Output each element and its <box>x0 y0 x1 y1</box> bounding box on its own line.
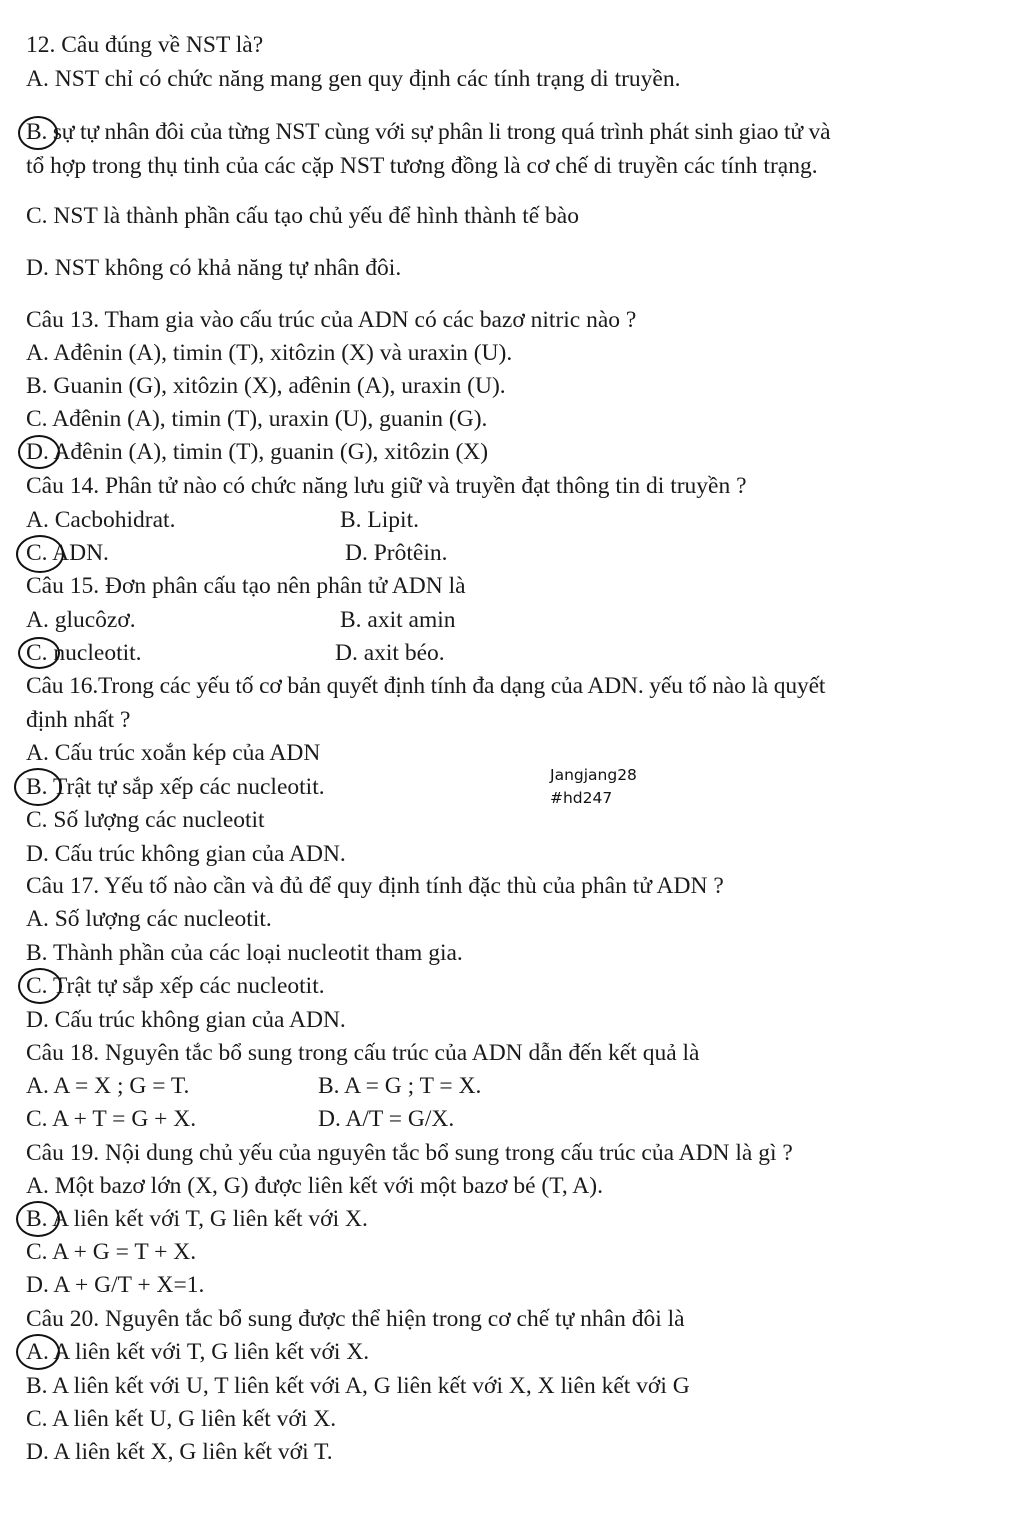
watermark-hashtag: #hd247 <box>550 789 613 807</box>
q12-option-b: B. sự tự nhân đôi của từng NST cùng với sự phân li trong quá trình phát sinh giao tử và <box>26 119 831 145</box>
q15-title: Câu 15. Đơn phân cấu tạo nên phân tử ADN là <box>26 573 466 599</box>
q16-option-d: D. Cấu trúc không gian của ADN. <box>26 841 346 867</box>
q13-option-b: B. Guanin (G), xitôzin (X), ađênin (A), uraxin (U). <box>26 373 506 399</box>
q18-option-c: C. A + T = G + X. <box>26 1106 197 1132</box>
q19-option-d: D. A + G/T + X=1. <box>26 1272 205 1298</box>
q18-option-a: A. A = X ; G = T. <box>26 1073 190 1099</box>
q17-option-d: D. Cấu trúc không gian của ADN. <box>26 1007 346 1033</box>
q14-title: Câu 14. Phân tử nào có chức năng lưu giữ và truyền đạt thông tin di truyền ? <box>26 473 747 499</box>
q12-option-b-continued: tổ hợp trong thụ tinh của các cặp NST tương đồng là cơ chế di truyền các tính trạng. <box>26 153 818 179</box>
q16-option-c: C. Số lượng các nucleotit <box>26 807 265 833</box>
q17-title: Câu 17. Yếu tố nào cần và đủ để quy định tính đặc thù của phân tử ADN ? <box>26 873 724 899</box>
q19-option-b: B. A liên kết với T, G liên kết với X. <box>26 1206 368 1232</box>
q15-option-b: B. axit amin <box>340 607 456 633</box>
q14-option-b: B. Lipit. <box>340 507 419 533</box>
q16-title: Câu 16.Trong các yếu tố cơ bản quyết định tính đa dạng của ADN. yếu tố nào là quyết <box>26 673 826 699</box>
q19-option-a: A. Một bazơ lớn (X, G) được liên kết với một bazơ bé (T, A). <box>26 1173 603 1199</box>
q18-title: Câu 18. Nguyên tắc bổ sung trong cấu trúc của ADN dẫn đến kết quả là <box>26 1040 700 1066</box>
q12-option-c: C. NST là thành phần cấu tạo chủ yếu để hình thành tế bào <box>26 203 579 229</box>
q20-option-a: A. A liên kết với T, G liên kết với X. <box>26 1339 370 1365</box>
q16-title-continued: định nhất ? <box>26 707 131 733</box>
q16-option-a: A. Cấu trúc xoắn kép của ADN <box>26 740 321 766</box>
q15-option-d: D. axit béo. <box>335 640 445 666</box>
q20-option-b: B. A liên kết với U, T liên kết với A, G liên kết với X, X liên kết với G <box>26 1373 690 1399</box>
q19-title: Câu 19. Nội dung chủ yếu của nguyên tắc bổ sung trong cấu trúc của ADN là gì ? <box>26 1140 793 1166</box>
q13-option-a: A. Ađênin (A), timin (T), xitôzin (X) và uraxin (U). <box>26 340 513 366</box>
q17-option-c: C. Trật tự sắp xếp các nucleotit. <box>26 973 325 999</box>
q15-option-c: C. nucleotit. <box>26 640 142 666</box>
q12-option-d: D. NST không có khả năng tự nhân đôi. <box>26 255 402 281</box>
q18-option-b: B. A = G ; T = X. <box>318 1073 482 1099</box>
q13-option-c: C. Ađênin (A), timin (T), uraxin (U), guanin (G). <box>26 406 488 432</box>
q17-option-a: A. Số lượng các nucleotit. <box>26 906 272 932</box>
q15-option-a: A. glucôzơ. <box>26 607 136 633</box>
q20-option-c: C. A liên kết U, G liên kết với X. <box>26 1406 337 1432</box>
q16-option-b: B. Trật tự sắp xếp các nucleotit. <box>26 774 325 800</box>
watermark-username: Jangjang28 <box>550 766 637 784</box>
q19-option-c: C. A + G = T + X. <box>26 1239 197 1265</box>
q20-option-d: D. A liên kết X, G liên kết với T. <box>26 1439 333 1465</box>
q14-option-c: C. ADN. <box>26 540 109 566</box>
q20-title: Câu 20. Nguyên tắc bổ sung được thể hiện trong cơ chế tự nhân đôi là <box>26 1306 685 1332</box>
q12-title: 12. Câu đúng về NST là? <box>26 32 264 58</box>
q14-option-a: A. Cacbohidrat. <box>26 507 176 533</box>
q13-option-d: D. Ađênin (A), timin (T), guanin (G), xitôzin (X) <box>26 439 489 465</box>
q14-option-d: D. Prôtêin. <box>345 540 448 566</box>
q18-option-d: D. A/T = G/X. <box>318 1106 455 1132</box>
q13-title: Câu 13. Tham gia vào cấu trúc của ADN có các bazơ nitric nào ? <box>26 307 637 333</box>
q17-option-b: B. Thành phần của các loại nucleotit tham gia. <box>26 940 463 966</box>
q12-option-a: A. NST chỉ có chức năng mang gen quy định các tính trạng di truyền. <box>26 66 681 92</box>
